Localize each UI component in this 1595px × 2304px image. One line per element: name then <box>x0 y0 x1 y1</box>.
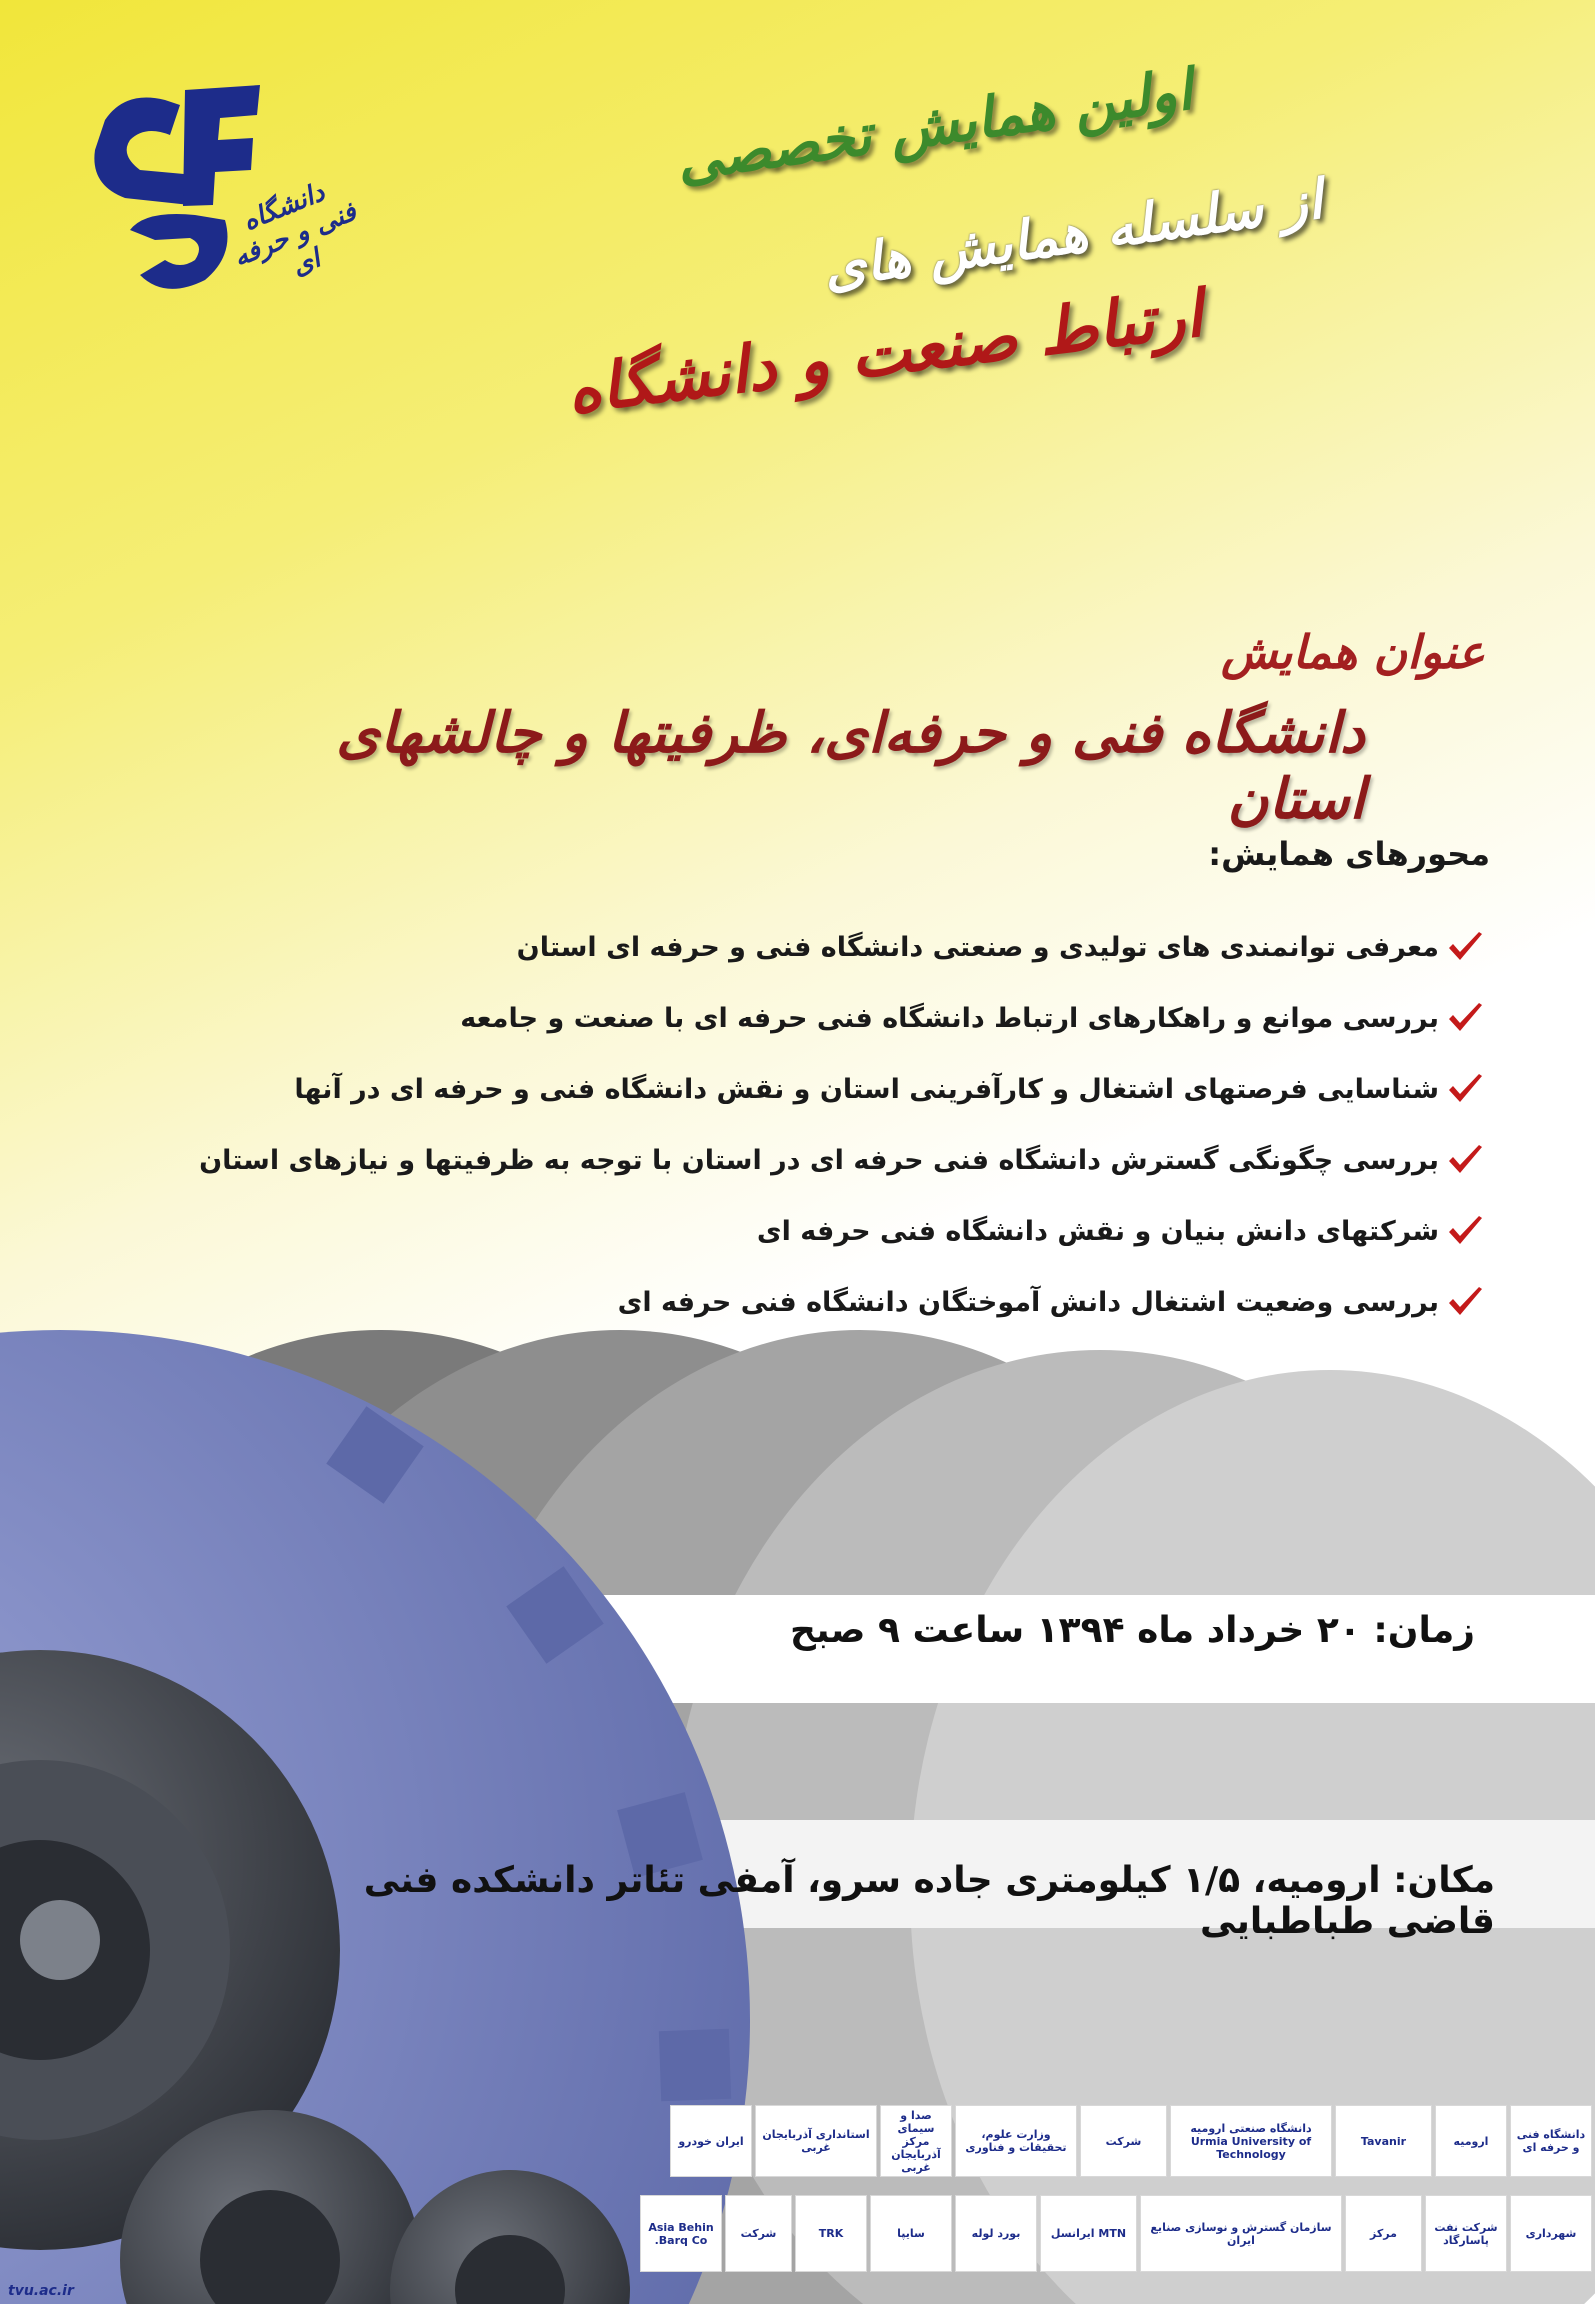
axis-item <box>235 912 1485 983</box>
sponsor-logo: دانشگاه صنعتی ارومیه Urmia University of Technology <box>1170 2105 1332 2177</box>
axis-text: بررسی چگونگی گسترش دانشگاه فنی حرفه ای در استان با توجه به ظرفیتها و نیازهای استان <box>199 1145 1439 1176</box>
axis-item <box>235 1054 1485 1125</box>
sponsor-logo: TRK <box>795 2195 867 2272</box>
sponsor-logo: شرکت <box>725 2195 792 2272</box>
axis-text: شناسایی فرصتهای اشتغال و کارآفرینی استان و نقش دانشگاه فنی و حرفه ای در آنها <box>294 1074 1439 1105</box>
sponsor-logo: سایپا <box>870 2195 952 2272</box>
sponsor-logo: مرکز <box>1345 2195 1422 2272</box>
sponsor-logo: ایران خودرو <box>670 2105 752 2177</box>
sponsor-logo: شهرداری <box>1510 2195 1592 2272</box>
sponsor-logo: دانشگاه فنی و حرفه ای <box>1510 2105 1592 2177</box>
theme-title: دانشگاه فنی و حرفه‌ای، ظرفیتها و چالشهای استان <box>336 700 1365 832</box>
event-place: مکان: ارومیه، ۱/۵ کیلومتری جاده سرو، آمفی تئاتر دانشکده فنی قاضی طباطبایی <box>363 1860 1495 1942</box>
axes-list <box>199 912 1485 1338</box>
sponsor-logo: سازمان گسترش و نوسازی صنایع ایران <box>1140 2195 1342 2272</box>
sponsor-logo: ارومیه <box>1435 2105 1507 2177</box>
sponsor-logo: MTN ایرانسل <box>1040 2195 1137 2272</box>
axis-text: معرفی توانمندی های تولیدی و صنعتی دانشگاه فنی و حرفه ای استان <box>516 932 1439 963</box>
axis-item <box>235 983 1485 1054</box>
logo-caption: دانشگاه فنی و حرفه ای <box>229 177 361 282</box>
axis-item <box>235 1196 1485 1267</box>
event-time: زمان: ۲۰ خرداد ماه ۱۳۹۴ ساعت ۹ صبح <box>790 1610 1475 1651</box>
checkmark-icon <box>1445 1283 1485 1323</box>
sponsor-logo: صدا و سیمای مرکز آذربایجان غربی <box>880 2105 952 2177</box>
axis-text: شرکتهای دانش بنیان و نقش دانشگاه فنی حرفه ای <box>756 1216 1439 1247</box>
headline-series: از سلسله همایش های <box>819 166 1327 300</box>
checkmark-icon <box>1445 1070 1485 1110</box>
sponsor-logo: شرکت <box>1080 2105 1167 2177</box>
axis-item <box>199 1125 1485 1196</box>
headline-first: اولین همایش تخصصی <box>672 56 1197 195</box>
theme-label: عنوان همایش <box>1221 625 1485 679</box>
axes-heading: محورهای همایش: <box>1208 835 1490 873</box>
footer-url: tvu.ac.ir <box>8 2283 74 2299</box>
sponsor-logo: Asia Behin Barq Co. <box>640 2195 722 2272</box>
sponsor-logo: Tavanir <box>1335 2105 1432 2177</box>
sponsor-logo: استانداری آذربایجان غربی <box>755 2105 877 2177</box>
axis-text: بررسی موانع و راهکارهای ارتباط دانشگاه فنی حرفه ای با صنعت و جامعه <box>460 1003 1439 1034</box>
checkmark-icon <box>1445 1212 1485 1252</box>
axis-text: بررسی وضعیت اشتغال دانش آموختگان دانشگاه فنی حرفه ای <box>617 1287 1439 1318</box>
sponsor-logo: بورد لوله <box>955 2195 1037 2272</box>
sponsor-logo: وزارت علوم، تحقیقات و فناوری <box>955 2105 1077 2177</box>
checkmark-icon <box>1445 928 1485 968</box>
axis-item <box>235 1267 1485 1338</box>
headline-main: ارتباط صنعت و دانشگاه <box>563 276 1207 429</box>
checkmark-icon <box>1445 999 1485 1039</box>
sponsor-logo: شرکت نفت پاسارگاد <box>1425 2195 1507 2272</box>
checkmark-icon <box>1445 1141 1485 1181</box>
